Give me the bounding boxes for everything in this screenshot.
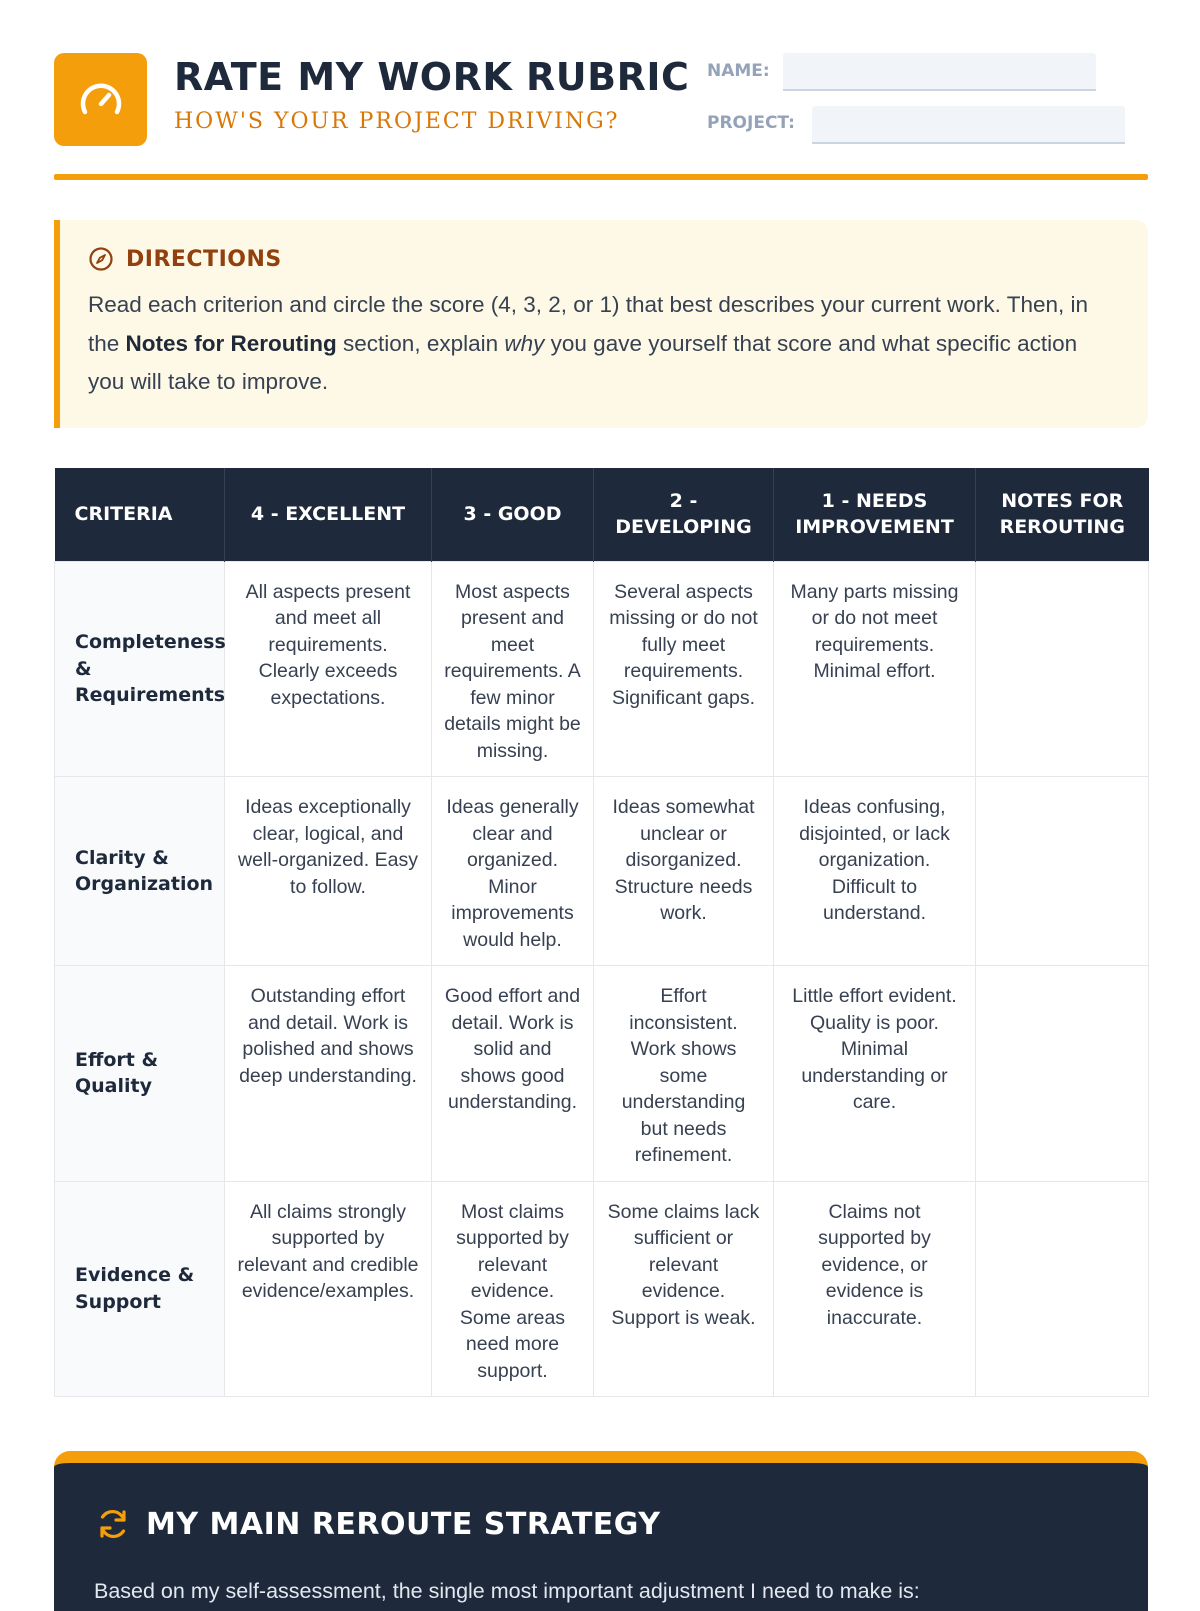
project-label: PROJECT:: [707, 113, 795, 133]
header-needs-improvement: 1 - NEEDS IMPROVEMENT: [774, 468, 976, 561]
directions-text: [88, 286, 1114, 402]
score-2-cell[interactable]: Some claims lack sufficient or relevant evidence. Support is weak.: [594, 1181, 774, 1397]
strategy-header: [94, 1505, 1108, 1543]
directions-text-emphasis: why: [504, 330, 545, 356]
directions-text-part: you gave yourself that score and what specific action you will take to improve.: [88, 330, 1078, 394]
directions-panel: [54, 220, 1148, 428]
page-header: [54, 53, 1148, 153]
notes-cell[interactable]: [976, 561, 1149, 777]
directions-text-part: section, explain: [336, 330, 505, 356]
directions-header: [88, 246, 1114, 272]
score-4-cell[interactable]: Outstanding effort and detail. Work is polished and shows deep understanding.: [225, 966, 432, 1182]
name-input[interactable]: [783, 53, 1096, 91]
score-1-cell[interactable]: Many parts missing or do not meet requirements. Minimal effort.: [774, 561, 976, 777]
criterion-cell: Clarity & Organization: [55, 777, 225, 966]
refresh-icon: [94, 1505, 132, 1543]
strategy-prompt: Based on my self-assessment, the single most important adjustment I need to make is:: [94, 1579, 920, 1603]
header-good: 3 - GOOD: [432, 468, 594, 561]
project-input[interactable]: [812, 106, 1125, 144]
score-4-cell[interactable]: All claims strongly supported by relevant and credible evidence/examples.: [225, 1181, 432, 1397]
score-2-cell[interactable]: Effort inconsistent. Work shows some understanding but needs refinement.: [594, 966, 774, 1182]
score-3-cell[interactable]: Ideas generally clear and organized. Minor improvements would help.: [432, 777, 594, 966]
directions-title: DIRECTIONS: [126, 246, 282, 272]
table-row: [55, 777, 1149, 966]
strategy-title: MY MAIN REROUTE STRATEGY: [146, 1506, 661, 1542]
score-3-cell[interactable]: Most aspects present and meet requirements. A few minor details might be missing.: [432, 561, 594, 777]
name-label: NAME:: [707, 61, 770, 81]
logo: [54, 53, 147, 146]
directions-text-part: Read each criterion and circle the score (4, 3, 2, or 1) that best describes your current work. Then, in the: [88, 292, 1089, 356]
criterion-cell: Completeness & Requirements: [55, 561, 225, 777]
notes-cell[interactable]: [976, 966, 1149, 1182]
header-notes: NOTES FOR REROUTING: [976, 468, 1149, 561]
table-row: [55, 966, 1149, 1182]
reroute-strategy-panel: [54, 1451, 1148, 1611]
score-1-cell[interactable]: Claims not supported by evidence, or evidence is inaccurate.: [774, 1181, 976, 1397]
score-1-cell[interactable]: Ideas confusing, disjointed, or lack organization. Difficult to understand.: [774, 777, 976, 966]
score-4-cell[interactable]: Ideas exceptionally clear, logical, and well-organized. Easy to follow.: [225, 777, 432, 966]
page-title: RATE MY WORK RUBRIC: [174, 55, 690, 99]
criterion-cell: Effort & Quality: [55, 966, 225, 1182]
score-2-cell[interactable]: Several aspects missing or do not fully meet requirements. Significant gaps.: [594, 561, 774, 777]
score-2-cell[interactable]: Ideas somewhat unclear or disorganized. Structure needs work.: [594, 777, 774, 966]
table-row: [55, 561, 1149, 777]
score-1-cell[interactable]: Little effort evident. Quality is poor. Minimal understanding or care.: [774, 966, 976, 1182]
header-criteria: CRITERIA: [55, 468, 225, 561]
compass-icon: [88, 246, 114, 272]
directions-text-bold: Notes for Rerouting: [125, 330, 337, 356]
score-3-cell[interactable]: Most claims supported by relevant evidence. Some areas need more support.: [432, 1181, 594, 1397]
notes-cell[interactable]: [976, 1181, 1149, 1397]
header-divider: [54, 174, 1148, 180]
speedometer-icon: [75, 74, 127, 126]
criterion-cell: Evidence & Support: [55, 1181, 225, 1397]
header-developing: 2 - DEVELOPING: [594, 468, 774, 561]
rubric-header-row: [55, 468, 1149, 561]
score-3-cell[interactable]: Good effort and detail. Work is solid and shows good understanding.: [432, 966, 594, 1182]
rubric-table: [54, 468, 1149, 1397]
header-excellent: 4 - EXCELLENT: [225, 468, 432, 561]
page-subtitle: HOW'S YOUR PROJECT DRIVING?: [174, 109, 620, 134]
score-4-cell[interactable]: All aspects present and meet all requirements. Clearly exceeds expectations.: [225, 561, 432, 777]
table-row: [55, 1181, 1149, 1397]
notes-cell[interactable]: [976, 777, 1149, 966]
